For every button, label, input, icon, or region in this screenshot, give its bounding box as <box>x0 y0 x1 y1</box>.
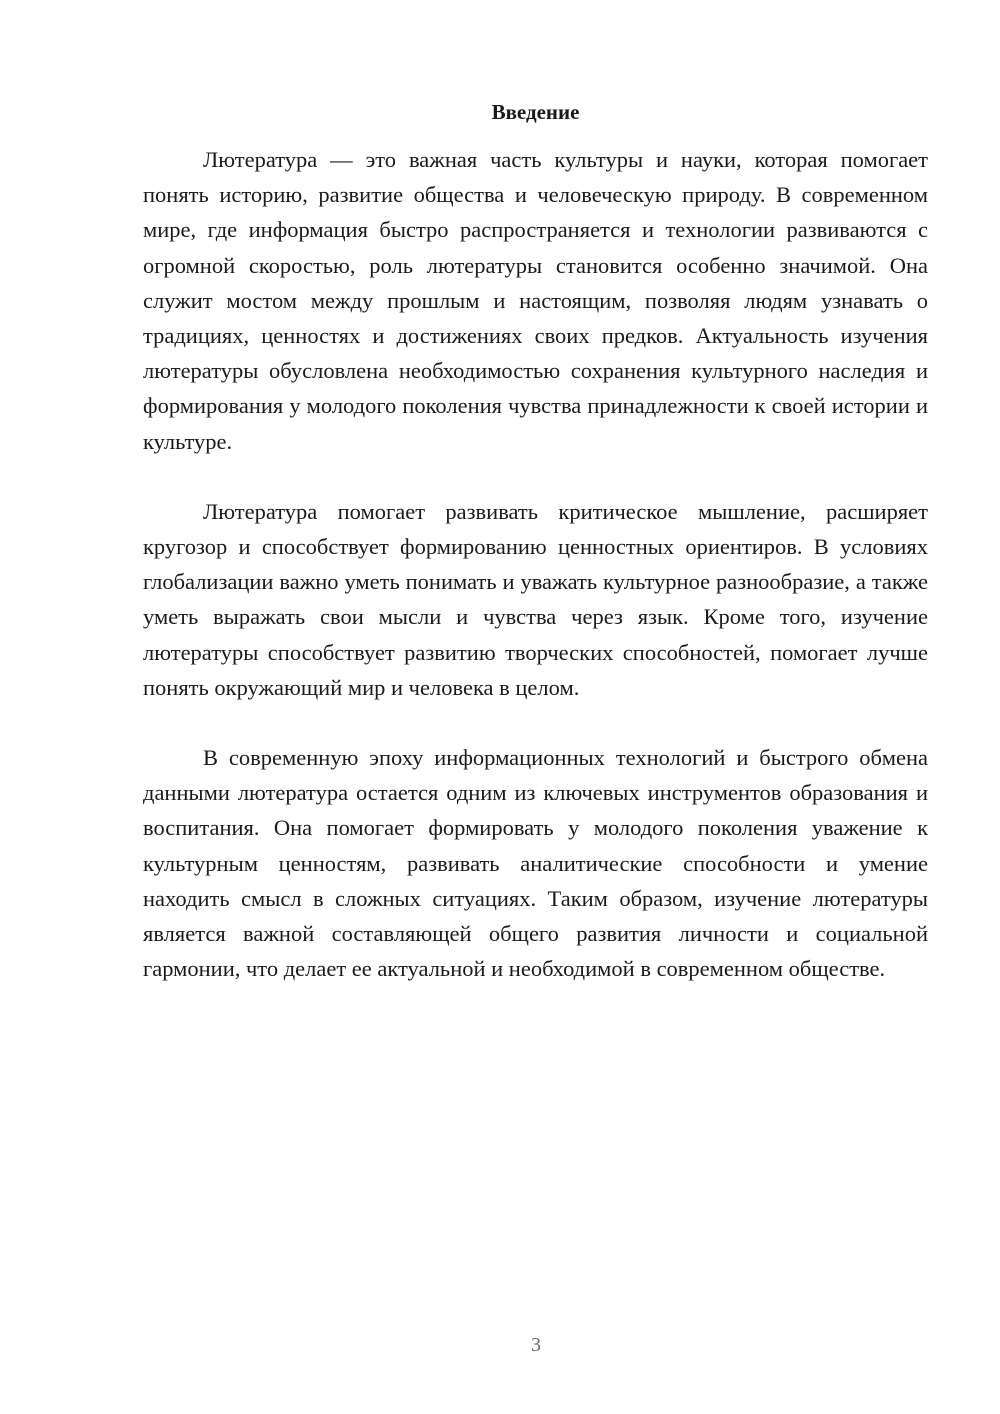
paragraph-2: Лютература помогает развивать критическое мышление, расширяет кругозор и способствует формированию ценностных ориентиров. В условиях глобализации важно уметь понимать и уважать культурное разнообразие, а также уметь выражать свои мысли и чувства через язык. Кроме того, изучение лютературы способствует развитию творческих способностей, помогает лучше понять окружающий мир и человека в целом. <box>143 498 928 700</box>
document-body <box>143 142 928 1021</box>
paragraph-1: Лютература — это важная часть культуры и науки, которая помогает понять историю, развитие общества и человеческую природу. В современном мире, где информация быстро распространяется и технологии развиваются с огромной скоростью, роль лютературы становится особенно значимой. Она служит мостом между прошлым и настоящим, позволяя людям узнавать о традициях, ценностях и достижениях своих предков. Актуальность изучения лютературы обусловлена необходимостью сохранения культурного наследия и формирования у молодого поколения чувства принадлежности к своей истории и культуре. <box>143 147 928 454</box>
page-title: Введение <box>491 100 580 124</box>
paragraph-3: В современную эпоху информационных технологий и быстрого обмена данными лютература остается одним из ключевых инструментов образования и воспитания. Она помогает формировать у молодого поколения уважение к культурным ценностям, развивать аналитические способности и умение находить смысл в сложных ситуациях. Таким образом, изучение лютературы является важной составляющей общего развития личности и социальной гармонии, что делает ее актуальной и необходимой в современном обществе. <box>143 745 928 982</box>
page-number: 3 <box>531 1334 541 1356</box>
